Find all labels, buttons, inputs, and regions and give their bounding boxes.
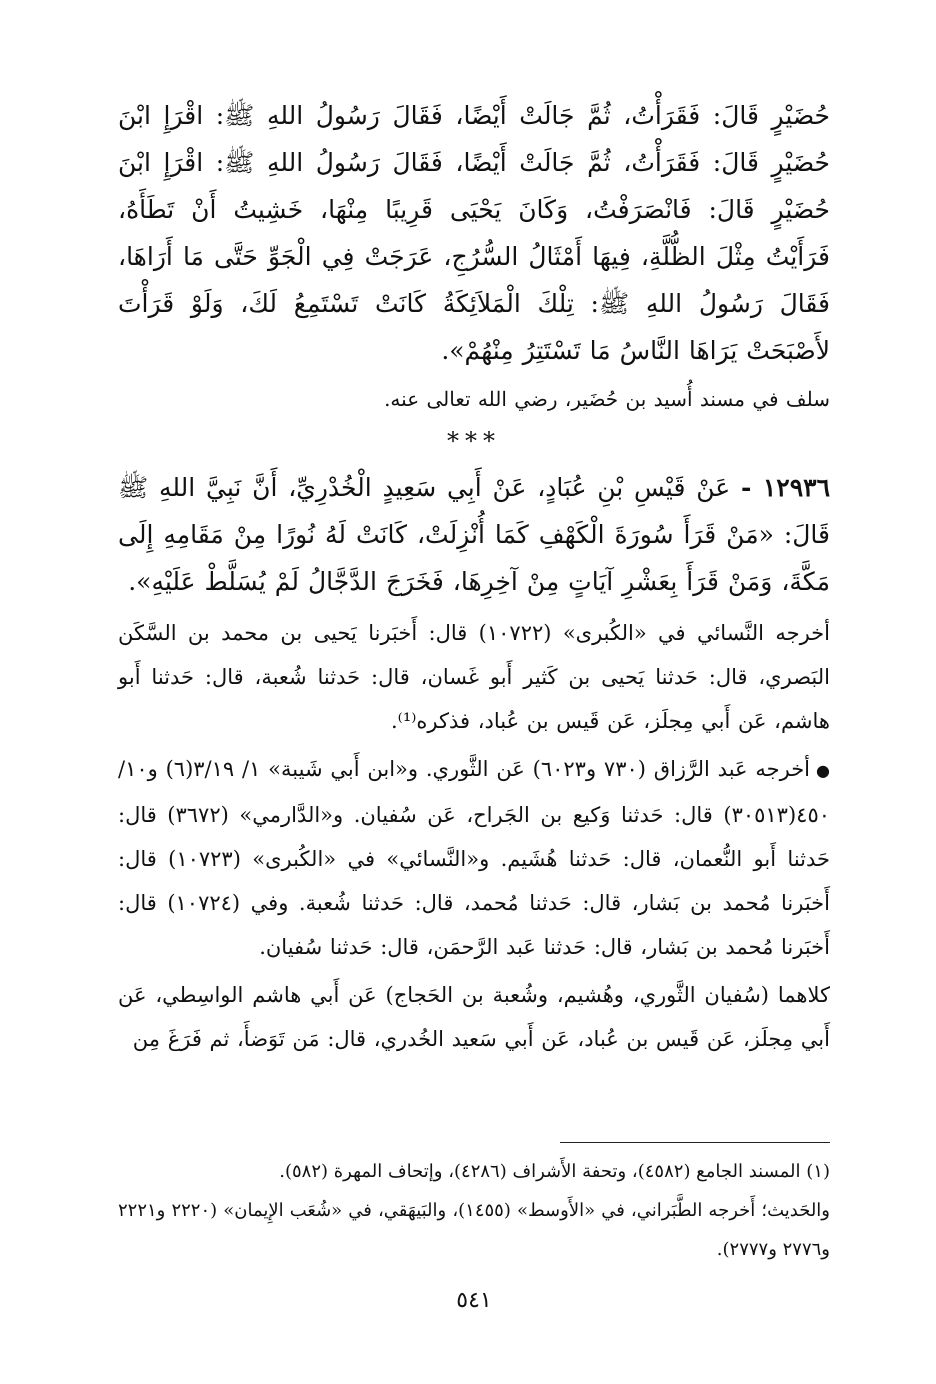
hadith-text bbox=[118, 464, 830, 605]
footnote-2: والحَديث؛ أَخرجه الطَّبَراني، في «الأَوسط» (١٤٥٥)، والبَيهَقي، في «شُعَب الإِيمان» (٢٢٢٠ و٢٢٢١ و٢٧٧٦ و٢٧٧٧). bbox=[118, 1200, 830, 1260]
takhrij-text: أخرجه عَبد الرَّزاق (٧٣٠ و٦٠٢٣) عَن الثَّوري. و«ابن أَبي شَيبة» ١/ ٣/١٩(٦) و١٠/ ٤٥٠(٣٠٥١٣) قال: حَدثنا وَكيع بن الجَراح، عَن سُفيان. و«الدَّارمي» (٣٦٧٢) قال: حَدثنا أَبو النُّعمان، قال: حَدثنا هُشَيم. و«النَّسائي» في «الكُبرى» (١٠٧٢٣) قال: أَخبَرنا مُحمد بن بَشار، قال: حَدثنا مُحمد، قال: حَدثنا شُعبة. وفي (١٠٧٢٤) قال: أَخبَرنا مُحمد بن بَشار، قال: حَدثنا عَبد الرَّحمَن، قال: حَدثنا سُفيان. bbox=[118, 757, 831, 959]
footnote-divider bbox=[560, 1142, 830, 1143]
cross-reference-note: سلف في مسند أُسيد بن حُضَير، رضي الله تعالى عنه. bbox=[384, 387, 830, 411]
page bbox=[118, 92, 830, 1342]
hadith-body: عَنْ قَيْسِ بْنِ عُبَادٍ، عَنْ أَبِي سَعِيدٍ الْخُدْرِيِّ، أَنَّ نَبِيَّ اللهِ ﷺ قَالَ: «مَنْ قَرَأَ سُورَةَ الْكَهْفِ كَمَا أُنْزِلَتْ، كَانَتْ لَهُ نُورًا مِنْ مَقَامِهِ إِلَى مَكَّةَ، وَمَنْ قَرَأَ بِعَشْرِ آيَاتٍ مِنْ آخِرِهَا، فَخَرَجَ الدَّجَّالُ لَمْ يُسَلَّطْ عَلَيْهِ». bbox=[118, 473, 830, 596]
hadith-number: ١٢٩٣٦ - bbox=[740, 473, 830, 502]
page-number: ٥٤١ bbox=[456, 1288, 492, 1313]
section-separator: *** bbox=[447, 427, 501, 455]
footnotes bbox=[118, 1152, 830, 1269]
takhrij-text: كلاهما (سُفيان الثَّوري، وهُشيم، وشُعبة بن الحَجاج) عَن أَبي هاشم الواسِطي، عَن أَبي مِجلَز، عَن قَيس بن عُباد، عَن أَبي سَعيد الخُدري، قال: مَن تَوَضأَ، ثم فَرَغَ مِن bbox=[118, 983, 830, 1051]
takhrij-paragraph bbox=[118, 973, 830, 1061]
takhrij-paragraph bbox=[118, 611, 830, 743]
hadith-continuation: حُضَيْرٍ قَالَ: فَقَرَأْتُ، ثُمَّ جَالَتْ أَيْضًا، فَقَالَ رَسُولُ اللهِ ﷺ: اقْرَإِ ابْنَ حُضَيْرٍ قَالَ: فَقَرَأْتُ، ثُمَّ جَالَتْ أَيْضًا، فَقَالَ رَسُولُ اللهِ ﷺ: اقْرَإِ ابْنَ حُضَيْرٍ قَالَ: فَانْصَرَفْتُ، وَكَانَ يَحْيَى قَرِيبًا مِنْهَا، خَشِيتُ أَنْ تَطَأَهُ، فَرَأَيْتُ مِثْلَ الظُّلَّةِ، فِيهَا أَمْثَالُ السُّرُجِ، عَرَجَتْ فِي الْجَوِّ حَتَّى مَا أَرَاهَا، فَقَالَ رَسُولُ اللهِ ﷺ: تِلْكَ الْمَلاَئِكَةُ كَانَتْ تَسْتَمِعُ لَكَ، وَلَوْ قَرَأْتَ لأَصْبَحَتْ يَرَاهَا النَّاسُ مَا تَسْتَتِرُ مِنْهُمْ». bbox=[118, 101, 830, 365]
takhrij-paragraph bbox=[118, 747, 830, 969]
footnote-1: (١) المسند الجامع (٤٥٨٢)، وتحفة الأَشراف (٤٢٨٦)، وإتحاف المهرة (٥٨٢). bbox=[279, 1161, 830, 1182]
bullet-icon: ● bbox=[816, 761, 830, 780]
takhrij-text: أخرجه النَّسائي في «الكُبرى» (١٠٧٢٢) قال: أَخبَرنا يَحيى بن محمد بن السَّكَن البَصري، قال: حَدثنا يَحيى بن كَثير أَبو غَسان، قال: حَدثنا شُعبة، قال: حَدثنا أَبو هاشم، عَن أَبي مِجلَز، عَن قَيس بن عُباد، فذكره⁽¹⁾. bbox=[118, 621, 830, 733]
